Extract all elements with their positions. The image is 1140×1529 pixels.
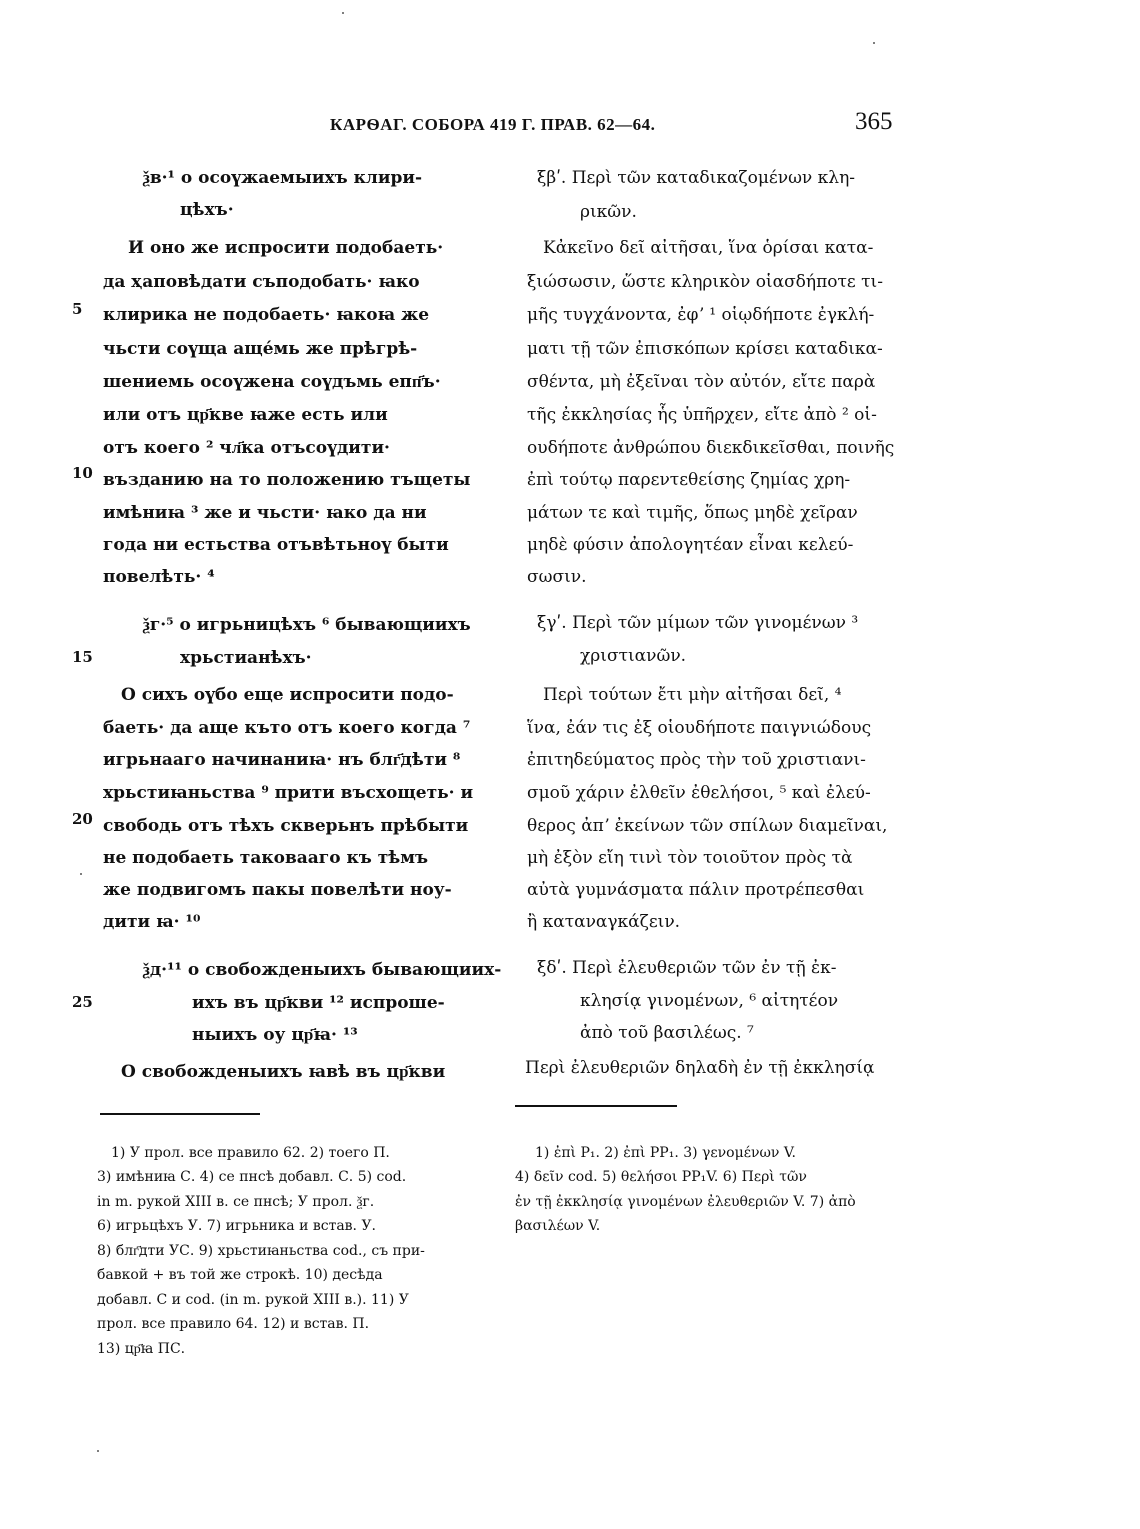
text-line: клирика не подобаеть· ꙗкоꙗ же [103, 305, 430, 325]
scan-speck [80, 873, 82, 875]
footnote-line: бавкой + въ той же строкѣ. 10) десѣда [97, 1267, 383, 1283]
footnote-line: in m. рукой XIII в. се пнсѣ; У прол. ѯг. [97, 1194, 375, 1210]
rule-64-heading-cont: ἀπὸ τοῦ βασιλέως. ⁷ [580, 1023, 754, 1043]
rule-62-heading: ѯв·¹ о осоүжаемыихъ клири- [143, 168, 423, 188]
footnote-line: добавл. С и cod. (in m. рукой XIII в.). 11) У [97, 1292, 409, 1308]
text-line: μῆς τυγχάνοντα, ἐφʼ ¹ οἱῳδήποτε ἐγκλή- [527, 305, 875, 325]
text-line: ἐπιτηδεύματος πρὸς τὴν τοῦ χριστιανι- [527, 750, 866, 770]
footnote-line: 1) ἐπὶ P₁. 2) ἐπὶ PP₁. 3) γενομένων V. [535, 1145, 796, 1161]
text-line: свободь отъ тѣхъ скверьнъ прѣбыти [103, 816, 469, 836]
text-line: шениемь осоүжена соүдъмь епп҃ъ· [103, 372, 441, 392]
footnote-line: 4) δεῖν cod. 5) θελήσοι PP₁V. 6) Περὶ τῶν [515, 1169, 807, 1185]
text-line: τῆς ἐκκλησίας ἧς ὑπῆρχεν, εἴτε ἀπὸ ² οἱ- [527, 405, 877, 425]
line-number: 10 [72, 464, 93, 482]
text-line: μηδὲ φύσιν ἀπολογητέαν εἶναι κελεύ- [527, 535, 854, 555]
footnote-line: 8) блг҃дти УС. 9) хрьстиꙗньства cod., съ при- [97, 1243, 425, 1259]
rule-62-heading-cont: цѣхъ· [180, 200, 234, 220]
scan-speck [342, 12, 344, 14]
text-line: или отъ цр҃кве ꙗже есть или [103, 405, 388, 425]
text-line: игрьнааго начинаниꙗ· нъ блг҃дѣти ⁸ [103, 750, 461, 770]
rule-64-heading: ξδʹ. Περὶ ἐλευθεριῶν τῶν ἐν τῇ ἐκ- [537, 958, 837, 978]
rule-64-heading-cont: κλησίᾳ γινομένων, ⁶ αἰτητέον [580, 991, 839, 1011]
footnote-line: 13) цр҃ꙗ ПС. [97, 1341, 186, 1357]
line-number: 5 [72, 300, 83, 318]
text-line: О свобожденыихъ ꙗвѣ въ цр҃кви [121, 1062, 446, 1082]
rule-63-heading: ξγʹ. Περὶ τῶν μίμων τῶν γινομένων ³ [537, 613, 859, 633]
running-title: КАРѲАГ. СОБОРА 419 Г. ПРАВ. 62—64. [330, 115, 656, 134]
text-line: дити ꙗ· ¹⁰ [103, 912, 201, 932]
text-line: Περὶ ἐλευθεριῶν δηλαδὴ ἐν τῇ ἐκκλησίᾳ [525, 1058, 875, 1078]
text-line: имѣниꙗ ³ же и чьсти· ꙗко да ни [103, 503, 427, 523]
text-line: года ни естьства отъвѣтьноү быти [103, 535, 449, 555]
text-line: ουδήποτε ἀνθρώπου διεκδικεῖσθαι, ποινῆς [527, 438, 895, 458]
text-line: ἵνα, ἐάν τις ἐξ οἱουδήποτε παιγνιώδους [527, 718, 872, 738]
text-line: О сихъ оүбо еще испросити подо- [121, 685, 454, 705]
footnote-line: прол. все правило 64. 12) и встав. П. [97, 1316, 370, 1332]
text-line: μάτων τε καὶ τιμῆς, ὅπως μηδὲ χεῖραν [527, 503, 858, 523]
text-line: σθέντα, μὴ ἐξεῖναι τὸν αὐτόν, εἴτε παρὰ [527, 372, 876, 392]
text-line: чьсти соүща аще́мь же прѣгрѣ- [103, 339, 418, 359]
text-line: отъ коего ² чл҃ка отъсоүдити· [103, 438, 390, 458]
footnote-line: 6) игрьцѣхъ У. 7) игрьника и встав. У. [97, 1218, 377, 1234]
rule-63-heading: ѯг·⁵ о игрьницѣхъ ⁶ бывающиихъ [143, 615, 471, 635]
text-line: же подвигомъ пакы повелѣти ноу- [103, 880, 452, 900]
text-line: ματι τῇ τῶν ἐπισκόπων κρίσει καταδικα- [527, 339, 883, 359]
footnote-divider [100, 1113, 260, 1115]
text-line: αὐτὰ γυμνάσματα πάλιν προτρέπεσθαι [527, 880, 865, 900]
rule-64-heading: ѯд·¹¹ о свобожденыихъ бывающиих- [143, 960, 502, 980]
footnote-line: ἐν τῇ ἐκκλησίᾳ γινομένων ἐλευθεριῶν V. 7) ἀπὸ [515, 1194, 856, 1210]
text-line: ξιώσωσιν, ὥστε κληρικὸν οἱασδήποτε τι- [527, 272, 883, 292]
text-line: възданию на то положению тъщеты [103, 470, 471, 490]
rule-64-heading-cont: ныихъ оу цр҃ꙗ· ¹³ [192, 1025, 358, 1045]
rule-63-heading-cont: хрьстианѣхъ· [180, 648, 312, 668]
footnote-line: βασιλέων V. [515, 1218, 601, 1234]
text-line: не подобаеть таковааго къ тѣмъ [103, 848, 429, 868]
text-line: И оно же испросити подобаеть· [128, 238, 444, 258]
rule-63-heading-cont: χριστιανῶν. [580, 646, 687, 666]
text-line: σμοῦ χάριν ἐλθεῖν ἐθελήσοι, ⁵ καὶ ἐλεύ- [527, 783, 871, 803]
text-line: ἢ καταναγκάζειν. [527, 912, 681, 932]
rule-64-heading-cont: ихъ въ цр҃кви ¹² испроше- [192, 993, 445, 1013]
text-line: хрьстиꙗньства ⁹ прити въсхощеть· и [103, 783, 474, 803]
text-line: повелѣть· ⁴ [103, 567, 215, 587]
scan-speck [97, 1450, 99, 1452]
page-number: 365 [855, 108, 893, 135]
text-line: μὴ ἐξὸν εἴη τινὶ τὸν τοιοῦτον πρὸς τὰ [527, 848, 853, 868]
text-line: Περὶ τούτων ἔτι μὴν αἰτῆσαι δεῖ, ⁴ [543, 685, 842, 705]
footnote-line: 3) имѣниꙗ С. 4) се пнсѣ добавл. С. 5) cod. [97, 1169, 407, 1185]
rule-62-heading: ξβʹ. Περὶ τῶν καταδικαζομένων κλη- [537, 168, 855, 188]
line-number: 20 [72, 810, 93, 828]
text-line: да ҳаповѣдати съподобать· ꙗко [103, 272, 420, 292]
text-line: ἐπὶ τούτῳ παρεντεθείσης ζημίας χρη- [527, 470, 851, 490]
text-line: σωσιν. [527, 567, 587, 587]
footnote-line: 1) У прол. все правило 62. 2) тоего П. [111, 1145, 390, 1161]
rule-62-heading-cont: ρικῶν. [580, 202, 637, 222]
scan-speck [873, 42, 875, 44]
line-number: 15 [72, 648, 93, 666]
text-line: баеть· да аще къто отъ коего когда ⁷ [103, 718, 471, 738]
footnote-divider [515, 1105, 677, 1107]
text-line: Κἀκεῖνο δεῖ αἰτῆσαι, ἵνα ὁρίσαι κατα- [543, 238, 874, 258]
line-number: 25 [72, 993, 93, 1011]
text-line: θερος ἀπʼ ἐκείνων τῶν σπίλων διαμεῖναι, [527, 816, 888, 836]
